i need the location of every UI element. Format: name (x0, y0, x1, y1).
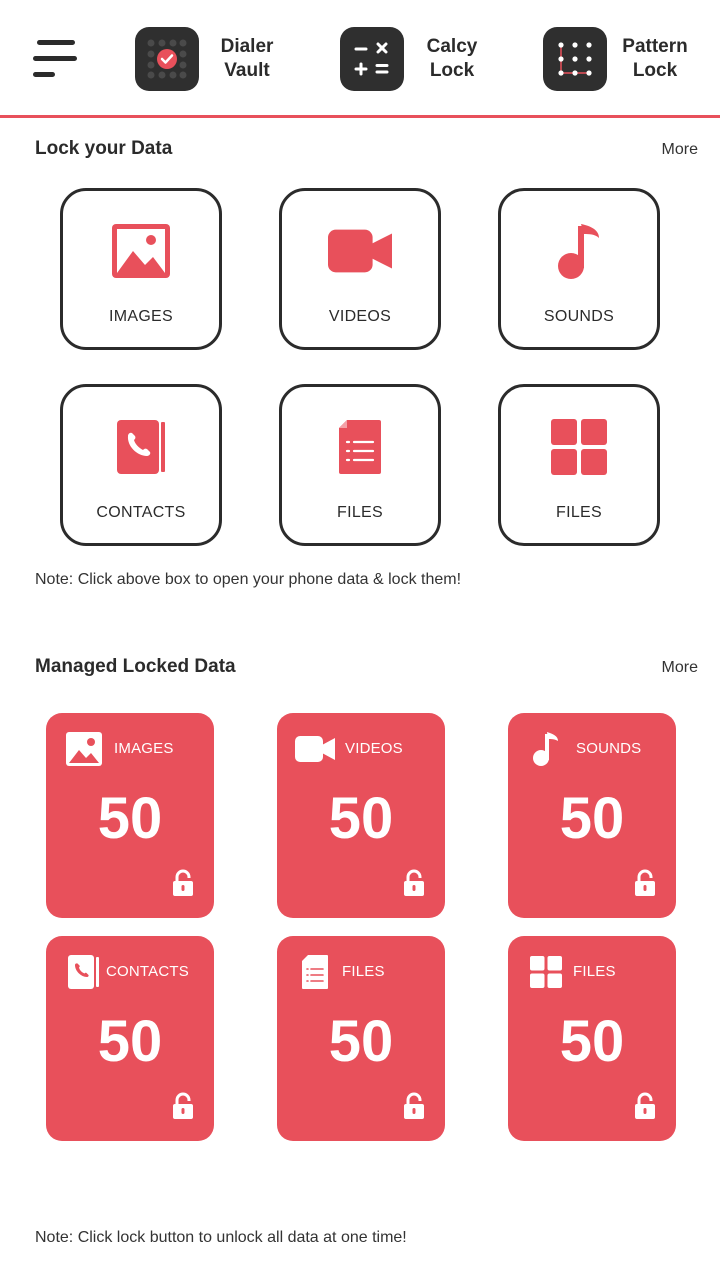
managed-videos-count: 50 (328, 786, 394, 851)
managed-sounds-card[interactable] (508, 713, 676, 918)
lock-icon[interactable] (634, 1092, 656, 1120)
lock-apps-box[interactable] (498, 384, 660, 546)
app-header (0, 0, 720, 118)
managed-sounds-label: SOUNDS (576, 740, 642, 757)
contacts-book-icon (109, 417, 173, 477)
lock-section-more-link[interactable]: More (661, 141, 698, 158)
managed-images-card[interactable] (46, 713, 214, 918)
pattern-lock-label-line1: Pattern (622, 36, 688, 57)
menu-icon[interactable] (33, 40, 79, 78)
managed-files-count: 50 (328, 1009, 394, 1074)
lock-files-label: FILES (337, 504, 383, 521)
lock-apps-label: FILES (556, 504, 602, 521)
document-icon (328, 417, 392, 477)
music-note-icon (547, 221, 611, 281)
managed-files-card[interactable] (277, 936, 445, 1141)
lock-images-label: IMAGES (108, 308, 174, 325)
managed-sounds-count: 50 (559, 786, 625, 851)
music-note-icon (526, 731, 566, 767)
dialer-vault-icon (135, 27, 199, 91)
lock-icon[interactable] (172, 1092, 194, 1120)
contacts-book-icon (64, 954, 104, 990)
managed-images-count: 50 (97, 786, 163, 851)
managed-apps-card[interactable] (508, 936, 676, 1141)
calcy-lock-label-line2: Lock (429, 60, 475, 81)
pattern-lock-icon (543, 27, 607, 91)
dialer-vault-label-line2: Vault (224, 60, 270, 81)
document-icon (295, 954, 335, 990)
managed-contacts-card[interactable] (46, 936, 214, 1141)
pattern-lock-shortcut[interactable] (543, 27, 695, 91)
calculator-icon (340, 27, 404, 91)
managed-contacts-count: 50 (97, 1009, 163, 1074)
lock-files-box[interactable] (279, 384, 441, 546)
managed-section-note: Note: Click lock button to unlock all data at one time! (35, 1229, 407, 1246)
image-icon (109, 221, 173, 281)
lock-icon[interactable] (634, 869, 656, 897)
video-icon (295, 731, 335, 767)
managed-images-label: IMAGES (114, 740, 174, 757)
lock-sounds-box[interactable] (498, 188, 660, 350)
grid-icon (547, 417, 611, 477)
grid-icon (526, 954, 566, 990)
managed-videos-label: VIDEOS (345, 740, 403, 757)
lock-section-note: Note: Click above box to open your phone data & lock them! (35, 571, 462, 588)
managed-apps-count: 50 (559, 1009, 625, 1074)
managed-files-label: FILES (342, 963, 385, 980)
dialer-vault-shortcut[interactable] (135, 27, 287, 91)
lock-icon[interactable] (172, 869, 194, 897)
managed-contacts-label: CONTACTS (106, 963, 189, 980)
managed-section-title: Managed Locked Data (35, 656, 236, 677)
lock-icon[interactable] (403, 1092, 425, 1120)
dialer-vault-label-line1: Dialer (220, 36, 274, 57)
calcy-lock-label-line1: Calcy (426, 36, 478, 57)
lock-contacts-label: CONTACTS (96, 504, 186, 521)
video-icon (328, 221, 392, 281)
managed-videos-card[interactable] (277, 713, 445, 918)
pattern-lock-label-line2: Lock (632, 60, 678, 81)
lock-images-box[interactable] (60, 188, 222, 350)
managed-section-more-link[interactable]: More (661, 659, 698, 676)
lock-sounds-label: SOUNDS (543, 308, 615, 325)
lock-videos-label: VIDEOS (328, 308, 392, 325)
image-icon (64, 731, 104, 767)
calcy-lock-shortcut[interactable] (340, 27, 492, 91)
lock-contacts-box[interactable] (60, 384, 222, 546)
managed-apps-label: FILES (573, 963, 616, 980)
lock-icon[interactable] (403, 869, 425, 897)
lock-section-title: Lock your Data (35, 138, 173, 159)
lock-videos-box[interactable] (279, 188, 441, 350)
